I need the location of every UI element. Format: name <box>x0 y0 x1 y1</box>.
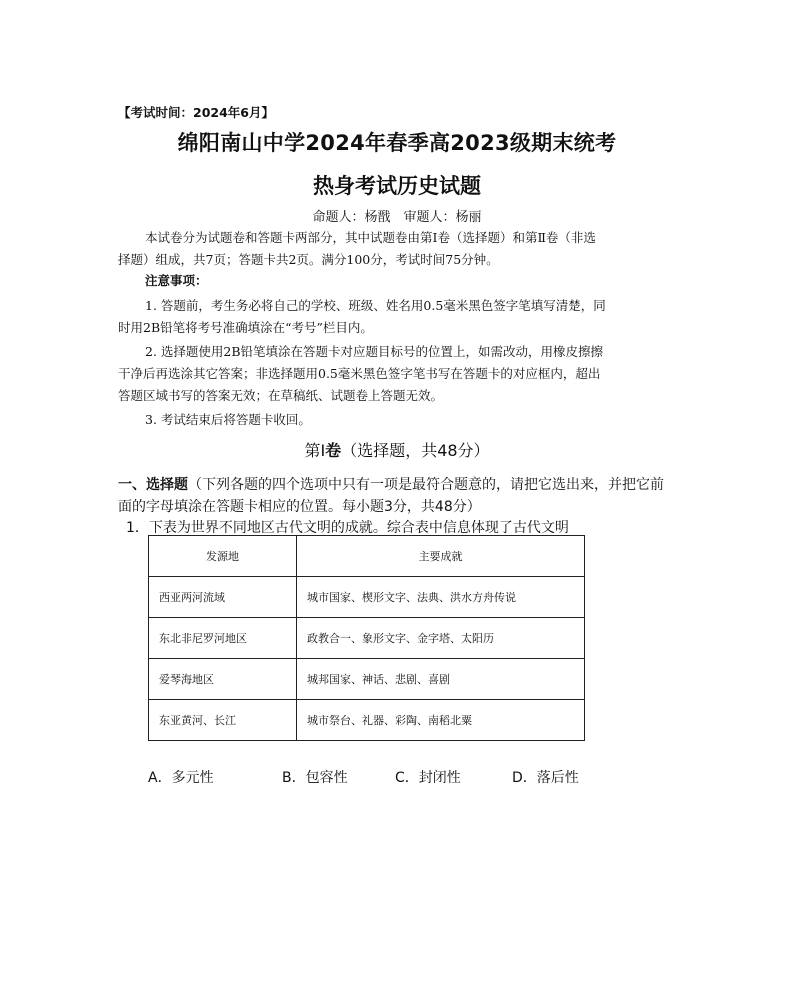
notice-item-2-line-1: 2. 选择题使用2B铅笔填涂在答题卡对应题目标号的位置上，如需改动，用橡皮擦擦 <box>145 344 604 359</box>
table-header-cell: 发源地 <box>149 536 297 577</box>
part-one-instruction-line-2: 面的字母填涂在答题卡相应的位置。每小题3分，共48分） <box>118 499 481 515</box>
exam-time: 【考试时间：2024年6月】 <box>118 105 274 120</box>
notice-item-2-line-2: 干净后再选涂其它答案；非选择题用0.5毫米黑色签字笔书写在答题卡的对应框内，超出 <box>118 366 601 381</box>
option-a: A．多元性 <box>148 770 214 786</box>
option-b: B．包容性 <box>282 770 348 786</box>
section-suffix: （选择题，共48分） <box>341 441 490 460</box>
table-cell-origin: 爱琴海地区 <box>149 659 297 700</box>
table-row <box>149 577 585 618</box>
table-cell-achievement: 城市国家、楔形文字、法典、洪水方舟传说 <box>297 577 585 618</box>
table-cell-achievement: 城邦国家、神话、悲剧、喜剧 <box>297 659 585 700</box>
table-cell-achievement: 城市祭台、礼器、彩陶、南稻北粟 <box>297 700 585 741</box>
table-row <box>149 659 585 700</box>
table-cell-origin: 西亚两河流域 <box>149 577 297 618</box>
notice-item-2-line-3: 答题区域书写的答案无效；在草稿纸、试题卷上答题无效。 <box>118 388 444 403</box>
notice-item-3: 3. 考试结束后将答题卡收回。 <box>145 412 311 427</box>
exam-title: 绵阳南山中学2024年春季高2023级期末统考 <box>177 131 617 155</box>
table-cell-origin: 东北非尼罗河地区 <box>149 618 297 659</box>
option-d: D．落后性 <box>512 770 579 786</box>
section-bold: 卷 <box>325 441 342 460</box>
exam-authors: 命题人：杨戬 审题人：杨丽 <box>312 210 482 225</box>
intro-line-1: 本试卷分为试题卷和答题卡两部分，其中试题卷由第Ⅰ卷（选择题）和第Ⅱ卷（非选 <box>145 230 596 245</box>
part-one-instruction: （下列各题的四个选项中只有一项是最符合题意的，请把它选出来，并把它前 <box>188 477 664 493</box>
table-header-row <box>149 536 585 577</box>
section-heading <box>0 438 794 461</box>
part-one-label: 一、选择题 <box>118 477 188 493</box>
section-prefix: 第Ⅰ <box>304 441 326 460</box>
intro-line-2: 择题）组成，共7页；答题卡共2页。满分100分，考试时间75分钟。 <box>118 252 499 267</box>
question-1-stem: 1．下表为世界不同地区古代文明的成就。综合表中信息体现了古代文明 <box>126 520 569 536</box>
option-c: C．封闭性 <box>395 770 461 786</box>
table-row <box>149 700 585 741</box>
table-cell-origin: 东亚黄河、长江 <box>149 700 297 741</box>
table-row <box>149 618 585 659</box>
notice-item-1-line-2: 时用2B铅笔将考号准确填涂在“考号”栏目内。 <box>118 320 373 335</box>
table-cell-achievement: 政教合一、象形文字、金字塔、太阳历 <box>297 618 585 659</box>
notice-heading: 注意事项： <box>145 273 208 288</box>
exam-subtitle: 热身考试历史试题 <box>313 174 481 198</box>
civilization-table <box>148 535 585 741</box>
table-header-cell: 主要成就 <box>297 536 585 577</box>
part-one-instruction-line-1 <box>118 474 664 494</box>
notice-item-1-line-1: 1. 答题前，考生务必将自己的学校、班级、姓名用0.5毫米黑色签字笔填写清楚，同 <box>145 298 606 313</box>
